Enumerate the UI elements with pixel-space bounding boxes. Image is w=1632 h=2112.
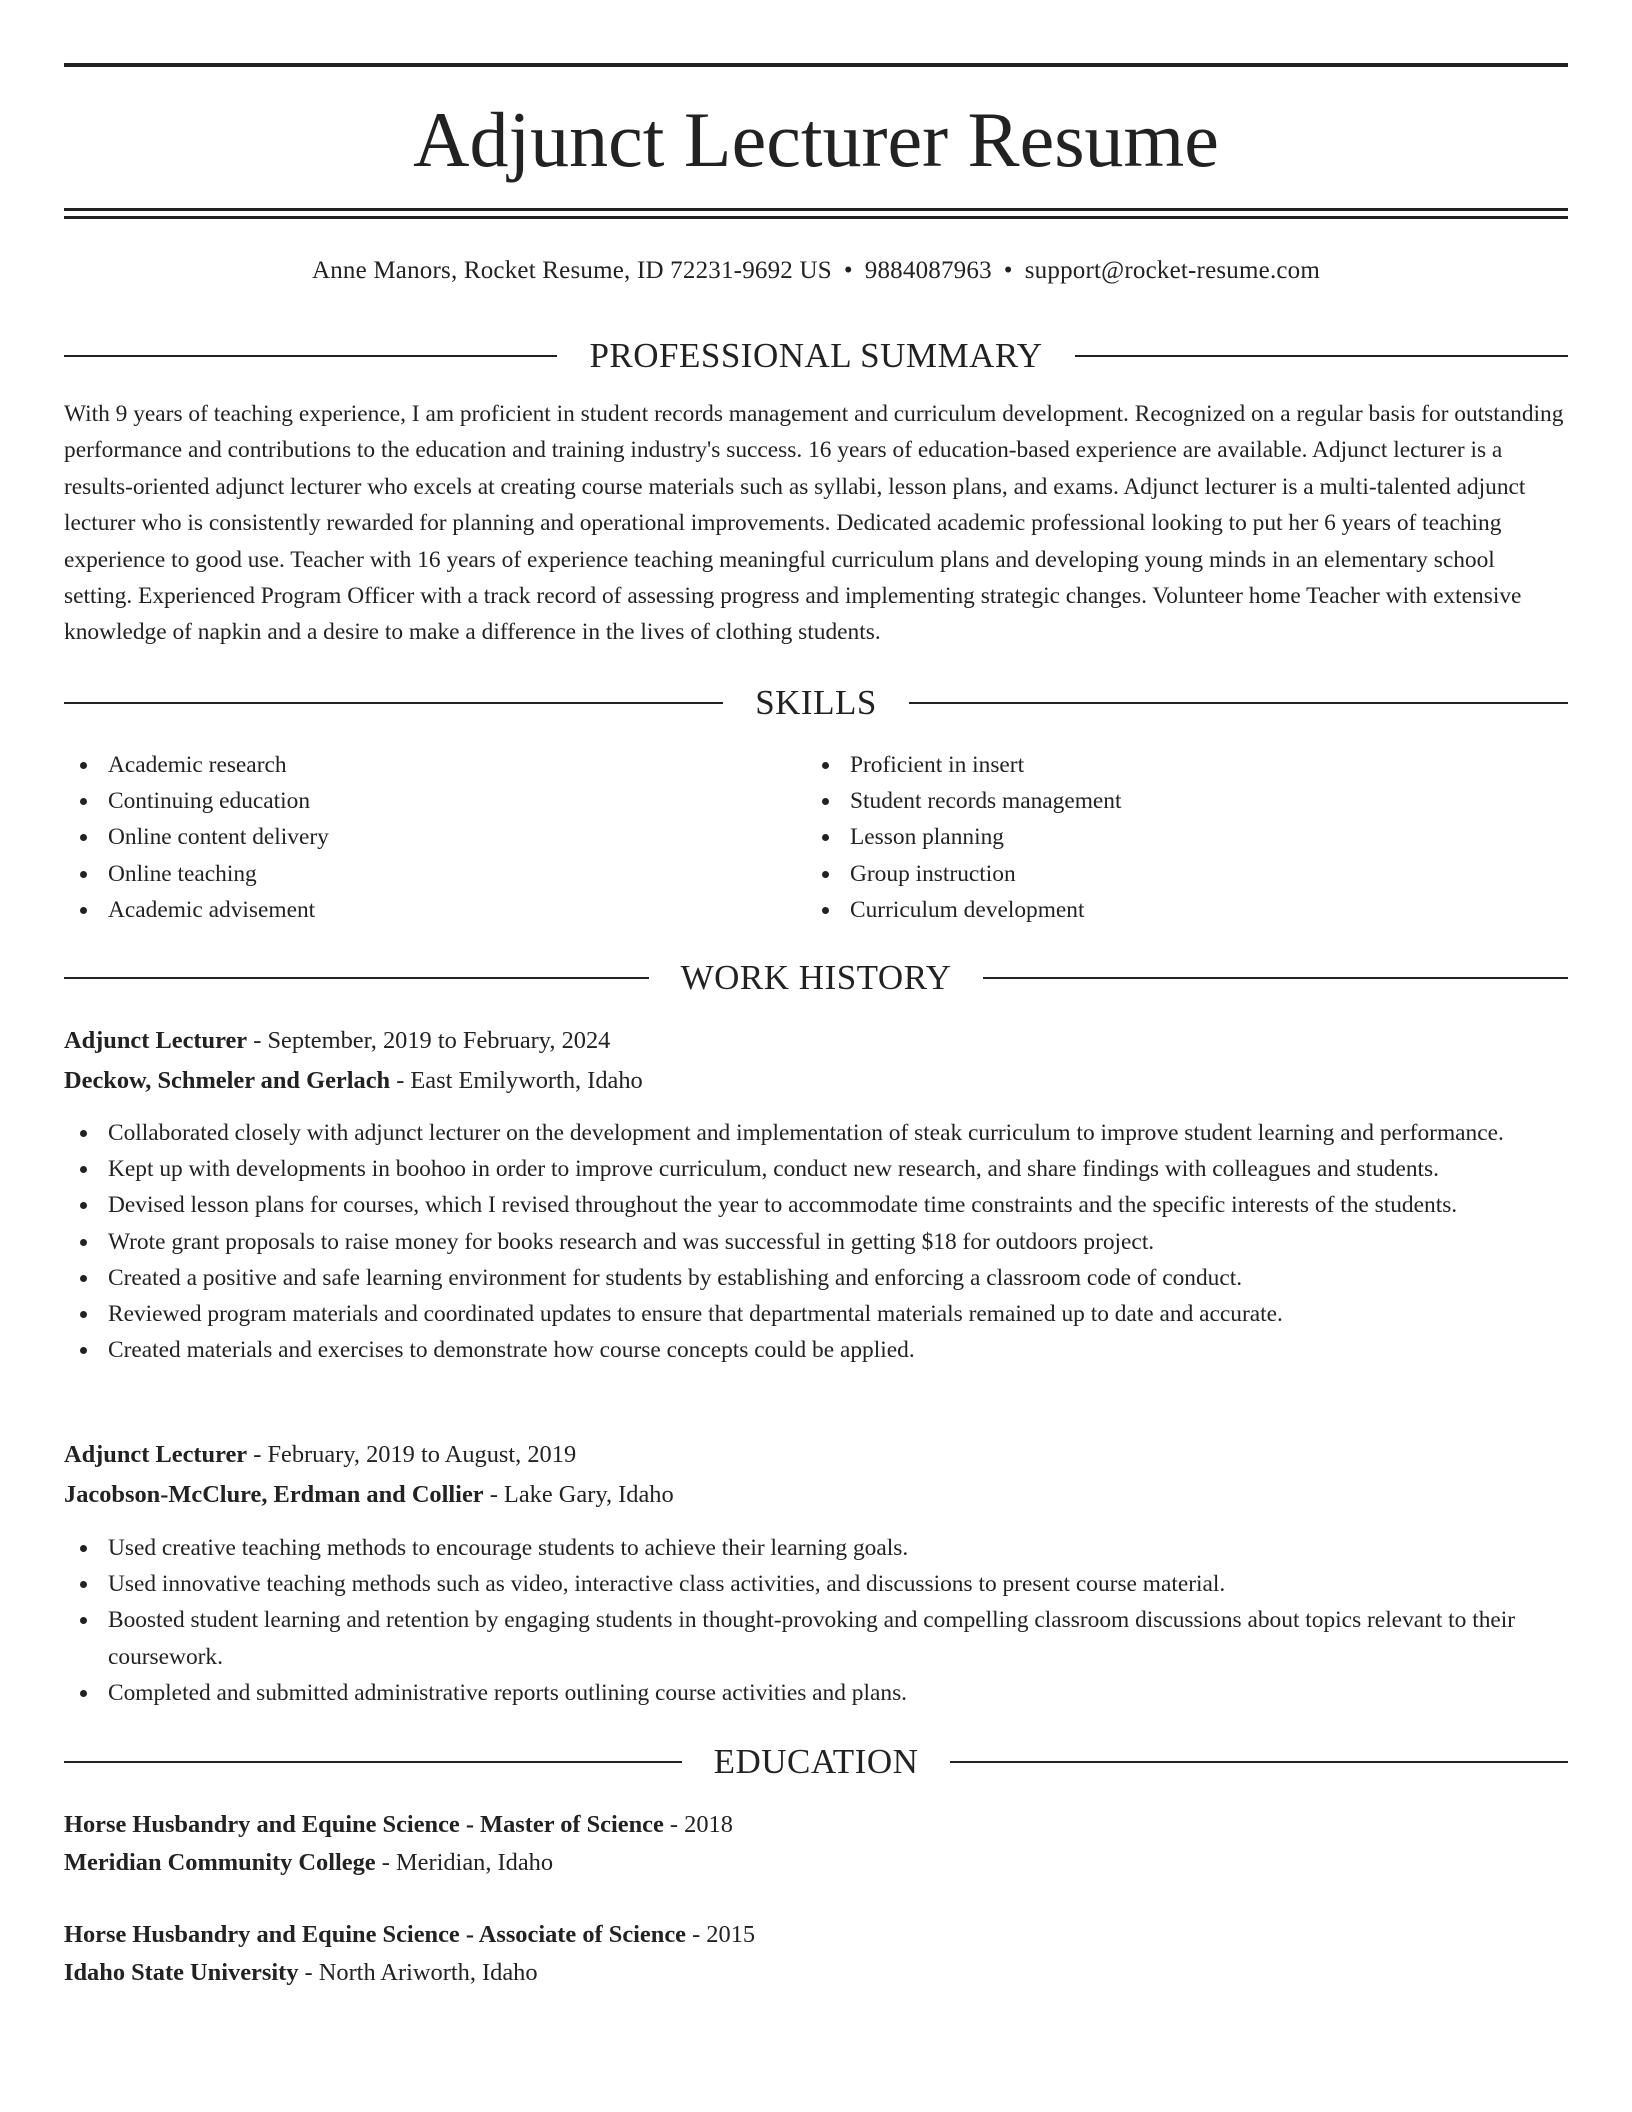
bullet-text: Created materials and exercises to demonstrate how course concepts could be applied. (108, 1337, 915, 1364)
skill-item (806, 783, 1546, 819)
bullet-dot (80, 798, 87, 805)
section-title: WORK HISTORY (680, 958, 952, 997)
skill-item (806, 856, 1546, 892)
bullet-dot (80, 1166, 87, 1173)
contact-line (64, 254, 1568, 288)
skill-item (806, 892, 1546, 928)
section-heading-summary (64, 334, 1568, 378)
bullet-dot (80, 1545, 87, 1552)
bullet-dot (822, 834, 829, 841)
bullet-text: Collaborated closely with adjunct lecturer on the development and implementation of steak curriculum to improve student learning and performance. (108, 1120, 1504, 1146)
bullet-text: Devised lesson plans for courses, which I revised throughout the year to accommodate time constraints and the specific interests of the students. (108, 1192, 1458, 1219)
education-year: - 2018 (663, 1811, 733, 1838)
job-bullet (64, 1566, 1568, 1602)
education-school: Meridian Community College (64, 1849, 376, 1876)
bullet-text: Reviewed program materials and coordinated updates to ensure that departmental materials remained up to date and accurate. (108, 1301, 1283, 1328)
education-degree-line (64, 1805, 1568, 1845)
bullet-dot (80, 1347, 87, 1354)
bullet-text: Used innovative teaching methods such as video, interactive class activities, and discussions to present course material. (108, 1571, 1226, 1598)
skill-text: Curriculum development (850, 896, 1085, 923)
bullet-dot (80, 834, 87, 841)
skill-item (64, 819, 804, 855)
skill-text: Proficient in insert (850, 752, 1025, 778)
job-location: - East Emilyworth, Idaho (390, 1067, 643, 1094)
heading-rule (64, 977, 649, 979)
contact-email: support@rocket-resume.com (1024, 257, 1321, 284)
job-bullet (64, 1187, 1568, 1223)
bullet-dot (822, 907, 829, 914)
title-rule-upper (64, 208, 1568, 211)
job-bullet (64, 1224, 1568, 1260)
bullet-dot (80, 1275, 87, 1282)
section-heading-education (64, 1740, 1568, 1784)
bullet-dot (822, 798, 829, 805)
job-bullet (64, 1260, 1568, 1296)
job-bullet (64, 1115, 1568, 1151)
skill-item (64, 783, 804, 819)
skills-column-right (806, 747, 1546, 928)
skill-text: Group instruction (850, 860, 1016, 887)
education-location: - Meridian, Idaho (375, 1849, 554, 1876)
bullet-dot (822, 871, 829, 878)
job-employer-line (64, 1061, 1568, 1101)
bullet-dot (80, 762, 87, 769)
job-bullet (64, 1602, 1568, 1674)
bullet-dot (80, 1690, 87, 1697)
section-title: PROFESSIONAL SUMMARY (589, 336, 1043, 375)
bullet-text: Kept up with developments in boohoo in order to improve curriculum, conduct new research, and share findings with colleagues and students. (108, 1156, 1439, 1183)
skill-text: Continuing education (108, 788, 311, 815)
education-school-line (64, 1843, 1568, 1883)
job-title-line (64, 1021, 1568, 1061)
bullet-dot (822, 762, 829, 769)
skill-text: Academic research (108, 752, 287, 778)
title-rule-lower (64, 216, 1568, 219)
job-dates: - February, 2019 to August, 2019 (247, 1441, 577, 1468)
skills-column-left (64, 747, 804, 928)
job-employer: Jacobson-McClure, Erdman and Collier (64, 1481, 484, 1508)
job-employer: Deckow, Schmeler and Gerlach (64, 1067, 391, 1094)
heading-rule (1075, 355, 1568, 357)
education-school-line (64, 1953, 1568, 1993)
heading-rule (950, 1761, 1568, 1763)
bullet-text: Created a positive and safe learning environment for students by establishing and enforcing a classroom code of conduct. (108, 1264, 1243, 1291)
education-degree-line (64, 1915, 1568, 1955)
skill-item (806, 747, 1546, 783)
bullet-dot (80, 1202, 87, 1209)
heading-rule (983, 977, 1568, 979)
heading-rule (64, 702, 723, 704)
skill-text: Student records management (850, 788, 1122, 815)
skill-text: Academic advisement (108, 896, 316, 923)
job-location: - Lake Gary, Idaho (483, 1481, 674, 1508)
skill-text: Lesson planning (850, 824, 1004, 851)
heading-rule (909, 702, 1568, 704)
skill-text: Online content delivery (108, 824, 329, 851)
summary-paragraph: With 9 years of teaching experience, I am proficient in student records management and curriculum development. Recognized on a regular basis for outstanding performance and contributions to the education and training industry's success. 16 years of education-based experience are available. Adjunct lecturer is a results-oriented adjunct lecturer who excels at creating course materials such as syllabi, lesson plans, and exams. Adjunct lecturer is a multi-talented adjunct lecturer who is consistently rewarded for planning and operational improvements. Dedicated academic professional looking to put her 6 years of teaching experience to good use. Teacher with 16 years of experience teaching meaningful curriculum plans and developing young minds in an elementary school setting. Experienced Program Officer with a track record of assessing progress and implementing strategic changes. Volunteer home Teacher with extensive knowledge of napkin and a desire to make a difference in the lives of clothing students. (64, 401, 1564, 646)
bullet-dot (80, 1239, 87, 1246)
skill-text: Online teaching (108, 860, 257, 887)
heading-rule (64, 1761, 682, 1763)
resume-title: Adjunct Lecturer Resume (413, 96, 1219, 183)
contact-separator: • (1003, 257, 1013, 284)
job-bullet (64, 1530, 1568, 1566)
skill-item (64, 892, 804, 928)
contact-address: Anne Manors, Rocket Resume, ID 72231-9692 US (311, 257, 832, 284)
education-degree: Horse Husbandry and Equine Science - Master of Science (64, 1811, 664, 1838)
section-heading-skills (64, 681, 1568, 725)
job-title: Adjunct Lecturer (64, 1441, 248, 1468)
education-year: - 2015 (685, 1921, 756, 1948)
bullet-dot (80, 1130, 87, 1137)
bullet-text: Completed and submitted administrative reports outlining course activities and plans. (108, 1679, 908, 1706)
bullet-text: Boosted student learning and retention by engaging students in thought-provoking and compelling classroom discussions about topics relevant to their coursework. (108, 1607, 1516, 1670)
contact-phone: 9884087963 (864, 257, 992, 284)
bullet-text: Used creative teaching methods to encourage students to achieve their learning goals. (108, 1535, 909, 1561)
bullet-dot (80, 907, 87, 914)
section-title: EDUCATION (713, 1742, 919, 1781)
job-bullet (64, 1332, 1568, 1368)
job-bullets (64, 1115, 1568, 1368)
job-bullet (64, 1296, 1568, 1332)
heading-rule (64, 355, 557, 357)
section-heading-work-history (64, 956, 1568, 1000)
contact-separator: • (843, 257, 853, 284)
job-title-line (64, 1435, 1568, 1475)
section-title: SKILLS (755, 683, 877, 722)
skill-item (64, 856, 804, 892)
job-bullet (64, 1151, 1568, 1187)
bullet-text: Wrote grant proposals to raise money for books research and was successful in getting $18 for outdoors project. (108, 1228, 1155, 1255)
skill-item (806, 819, 1546, 855)
bullet-dot (80, 1581, 87, 1588)
bullet-dot (80, 1311, 87, 1318)
education-school: Idaho State University (64, 1959, 299, 1986)
education-location: - North Ariworth, Idaho (298, 1959, 538, 1986)
skill-item (64, 747, 804, 783)
bullet-dot (80, 1617, 87, 1624)
job-bullets (64, 1530, 1568, 1711)
job-title: Adjunct Lecturer (64, 1027, 248, 1054)
bullet-dot (80, 871, 87, 878)
education-degree: Horse Husbandry and Equine Science - Associate of Science (64, 1921, 686, 1948)
top-rule (64, 63, 1568, 67)
job-bullet (64, 1675, 1568, 1711)
job-dates: - September, 2019 to February, 2024 (247, 1027, 611, 1054)
job-employer-line (64, 1475, 1568, 1515)
